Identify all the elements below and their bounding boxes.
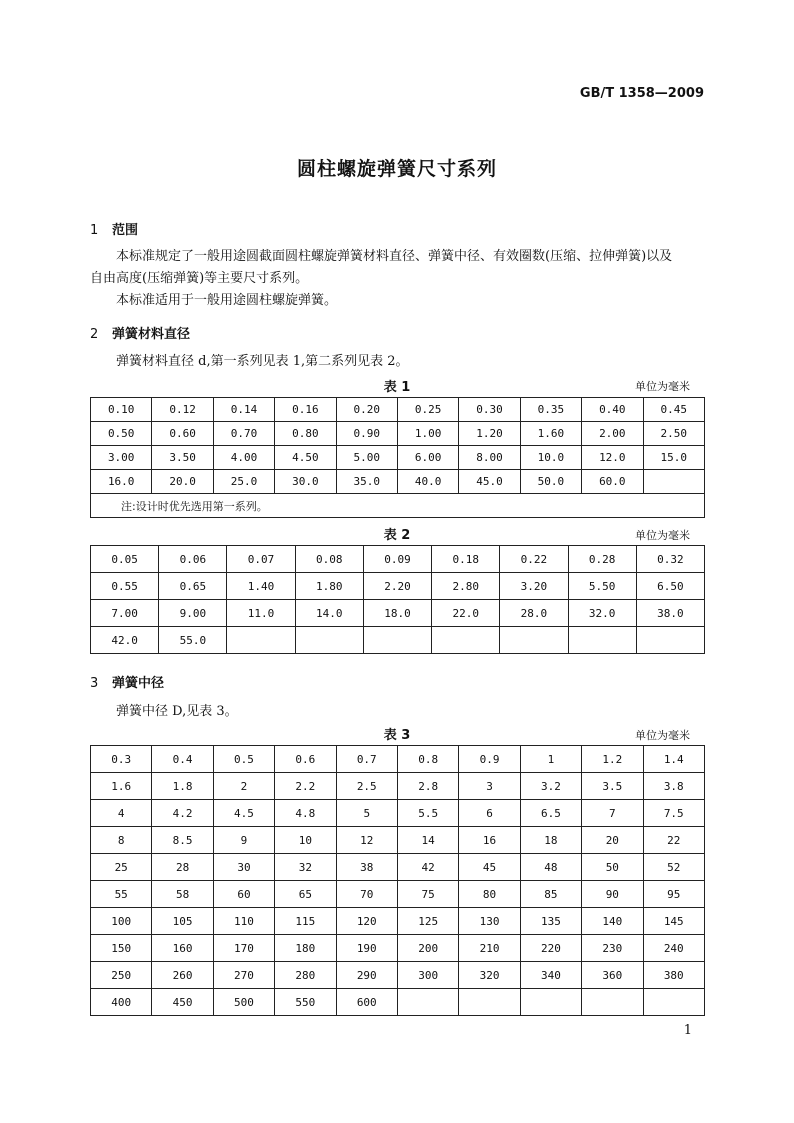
- table-cell: 38.0: [636, 600, 704, 627]
- table-cell: 0.9: [459, 746, 520, 773]
- table-cell: 210: [459, 935, 520, 962]
- table-cell: [643, 989, 704, 1016]
- table-cell: 0.3: [91, 746, 152, 773]
- table-cell: 0.80: [275, 422, 336, 446]
- scope-paragraph-line1: 本标准规定了一般用途圆截面圆柱螺旋弹簧材料直径、弹簧中径、有效圈数(压缩、拉伸弹簧)以及: [116, 249, 673, 264]
- table-cell: 0.55: [91, 573, 159, 600]
- table-cell: 70: [336, 881, 397, 908]
- table-cell: 45.0: [459, 470, 520, 494]
- table-cell: 1.8: [152, 773, 213, 800]
- standard-code: GB/T 1358—2009: [579, 86, 704, 101]
- table-cell: 40.0: [397, 470, 458, 494]
- table-cell: 6: [459, 800, 520, 827]
- table-cell: 20.0: [152, 470, 213, 494]
- table3: [90, 745, 705, 1016]
- table-row: [91, 773, 705, 800]
- table-cell: 0.07: [227, 546, 295, 573]
- table-cell: 32.0: [568, 600, 636, 627]
- table-cell: 100: [91, 908, 152, 935]
- table-cell: 8.00: [459, 446, 520, 470]
- table-cell: 7.5: [643, 800, 704, 827]
- table-cell: [432, 627, 500, 654]
- table-cell: 2.2: [275, 773, 336, 800]
- table-cell: 200: [397, 935, 458, 962]
- mean-intro-text: 弹簧中径 D,见表 3。: [116, 704, 238, 719]
- table-cell: 550: [275, 989, 336, 1016]
- table-cell: 11.0: [227, 600, 295, 627]
- table-cell: 9.00: [159, 600, 227, 627]
- table-cell: 145: [643, 908, 704, 935]
- table-cell: 6.00: [397, 446, 458, 470]
- section-number: 3: [90, 676, 99, 691]
- table-cell: 3: [459, 773, 520, 800]
- table-cell: 10.0: [520, 446, 581, 470]
- table-row: [91, 935, 705, 962]
- table-cell: 140: [582, 908, 643, 935]
- table-cell: 5: [336, 800, 397, 827]
- table-cell: 280: [275, 962, 336, 989]
- table-cell: 270: [213, 962, 274, 989]
- table-cell: [643, 470, 704, 494]
- table-cell: 0.65: [159, 573, 227, 600]
- table-cell: 9: [213, 827, 274, 854]
- table1: [90, 397, 705, 518]
- table-cell: 290: [336, 962, 397, 989]
- table-cell: 0.30: [459, 398, 520, 422]
- table-cell: 180: [275, 935, 336, 962]
- table-cell: 2.20: [363, 573, 431, 600]
- table-row: [91, 470, 705, 494]
- section-title: 弹簧中径: [112, 676, 165, 691]
- table-cell: 1.2: [582, 746, 643, 773]
- table2-unit: 单位为毫米: [635, 529, 690, 542]
- table-cell: 95: [643, 881, 704, 908]
- table-cell: 360: [582, 962, 643, 989]
- table-cell: 15.0: [643, 446, 704, 470]
- table-cell: 50: [582, 854, 643, 881]
- table-cell: 3.50: [152, 446, 213, 470]
- table-cell: 32: [275, 854, 336, 881]
- table-cell: 5.5: [397, 800, 458, 827]
- table-cell: 150: [91, 935, 152, 962]
- table-cell: 6.5: [520, 800, 581, 827]
- section-title: 范围: [112, 223, 139, 238]
- table-cell: 230: [582, 935, 643, 962]
- table-cell: 55: [91, 881, 152, 908]
- table-cell: 7.00: [91, 600, 159, 627]
- table-row: [91, 908, 705, 935]
- table-cell: 0.8: [397, 746, 458, 773]
- table-row: [91, 446, 705, 470]
- table-cell: 340: [520, 962, 581, 989]
- table-cell: 60: [213, 881, 274, 908]
- table-cell: 115: [275, 908, 336, 935]
- table-cell: 0.5: [213, 746, 274, 773]
- table-cell: 5.00: [336, 446, 397, 470]
- table-cell: 0.14: [213, 398, 274, 422]
- page-number: 1: [683, 1023, 692, 1038]
- table-cell: 28.0: [500, 600, 568, 627]
- table-cell: 3.8: [643, 773, 704, 800]
- table-cell: [568, 627, 636, 654]
- table-cell: 80: [459, 881, 520, 908]
- table-cell: 22.0: [432, 600, 500, 627]
- section-title: 弹簧材料直径: [112, 327, 191, 342]
- table1-unit: 单位为毫米: [635, 380, 690, 393]
- table-cell: 170: [213, 935, 274, 962]
- table-cell: 0.22: [500, 546, 568, 573]
- table-cell: 42: [397, 854, 458, 881]
- table-cell: [227, 627, 295, 654]
- table-cell: 75: [397, 881, 458, 908]
- table-cell: 3.2: [520, 773, 581, 800]
- table-cell: 130: [459, 908, 520, 935]
- table-cell: 600: [336, 989, 397, 1016]
- table-cell: 2.8: [397, 773, 458, 800]
- table-cell: 30.0: [275, 470, 336, 494]
- table-cell: [363, 627, 431, 654]
- table-cell: 4.5: [213, 800, 274, 827]
- table-cell: 1.6: [91, 773, 152, 800]
- table-cell: [397, 989, 458, 1016]
- table-row: [91, 627, 705, 654]
- table-cell: 50.0: [520, 470, 581, 494]
- table-cell: 2.5: [336, 773, 397, 800]
- table-cell: 14.0: [295, 600, 363, 627]
- table-cell: [520, 989, 581, 1016]
- table-row: [91, 600, 705, 627]
- table-cell: 120: [336, 908, 397, 935]
- table-cell: [636, 627, 704, 654]
- table-cell: 4.2: [152, 800, 213, 827]
- table-cell: 500: [213, 989, 274, 1016]
- table-cell: [459, 989, 520, 1016]
- table-cell: 55.0: [159, 627, 227, 654]
- table-cell: 2.00: [582, 422, 643, 446]
- table-cell: 60.0: [582, 470, 643, 494]
- table-cell: [295, 627, 363, 654]
- table-cell: [582, 989, 643, 1016]
- table-cell: 16.0: [91, 470, 152, 494]
- table-cell: 45: [459, 854, 520, 881]
- table-row: [91, 398, 705, 422]
- table-cell: 20: [582, 827, 643, 854]
- document-title: 圆柱螺旋弹簧尺寸系列: [296, 158, 497, 180]
- table-cell: 0.18: [432, 546, 500, 573]
- table-cell: 85: [520, 881, 581, 908]
- scope-paragraph-line2: 自由高度(压缩弹簧)等主要尺寸系列。: [90, 271, 309, 286]
- table-row: [91, 827, 705, 854]
- table-cell: 0.35: [520, 398, 581, 422]
- table-cell: 135: [520, 908, 581, 935]
- scope-paragraph-2: 本标准适用于一般用途圆柱螺旋弹簧。: [116, 293, 338, 308]
- table-cell: 4.50: [275, 446, 336, 470]
- table-cell: 0.06: [159, 546, 227, 573]
- wire-intro-text: 弹簧材料直径 d,第一系列见表 1,第二系列见表 2。: [116, 354, 409, 369]
- table-cell: 2: [213, 773, 274, 800]
- table-cell: 1.60: [520, 422, 581, 446]
- table-cell: 0.7: [336, 746, 397, 773]
- table-cell: [500, 627, 568, 654]
- table-cell: 65: [275, 881, 336, 908]
- table-cell: 1: [520, 746, 581, 773]
- table-cell: 0.45: [643, 398, 704, 422]
- table-cell: 2.80: [432, 573, 500, 600]
- table-row: [91, 800, 705, 827]
- table-cell: 25.0: [213, 470, 274, 494]
- table-cell: 300: [397, 962, 458, 989]
- section-heading-mean-diameter: [90, 672, 164, 691]
- table-cell: 16: [459, 827, 520, 854]
- table-row: [91, 573, 705, 600]
- table-cell: 7: [582, 800, 643, 827]
- table-cell: 0.20: [336, 398, 397, 422]
- table-cell: 10: [275, 827, 336, 854]
- table-cell: 58: [152, 881, 213, 908]
- table-row: [91, 962, 705, 989]
- table-cell: 1.40: [227, 573, 295, 600]
- table-cell: 14: [397, 827, 458, 854]
- table3-unit: 单位为毫米: [635, 729, 690, 742]
- table-cell: 3.00: [91, 446, 152, 470]
- table-cell: 1.20: [459, 422, 520, 446]
- table-cell: 190: [336, 935, 397, 962]
- table-cell: 5.50: [568, 573, 636, 600]
- table-cell: 0.10: [91, 398, 152, 422]
- table-cell: 28: [152, 854, 213, 881]
- table-cell: 450: [152, 989, 213, 1016]
- table-cell: 0.60: [152, 422, 213, 446]
- table-cell: 125: [397, 908, 458, 935]
- table-cell: 0.32: [636, 546, 704, 573]
- table-cell: 4.8: [275, 800, 336, 827]
- table-cell: 18.0: [363, 600, 431, 627]
- table-cell: 250: [91, 962, 152, 989]
- table-cell: 1.80: [295, 573, 363, 600]
- table-cell: 12.0: [582, 446, 643, 470]
- table-row: [91, 546, 705, 573]
- table-cell: 12: [336, 827, 397, 854]
- table-cell: 220: [520, 935, 581, 962]
- table-cell: 260: [152, 962, 213, 989]
- table-cell: 8: [91, 827, 152, 854]
- table-cell: 25: [91, 854, 152, 881]
- section-heading-scope: [90, 219, 138, 238]
- section-heading-wire-diameter: [90, 323, 190, 342]
- table-cell: 1.4: [643, 746, 704, 773]
- table-note-row: [91, 494, 705, 518]
- table-cell: 0.16: [275, 398, 336, 422]
- table-cell: 0.4: [152, 746, 213, 773]
- table-cell: 0.28: [568, 546, 636, 573]
- table-cell: 160: [152, 935, 213, 962]
- table-cell: 2.50: [643, 422, 704, 446]
- table-cell: 400: [91, 989, 152, 1016]
- table-cell: 240: [643, 935, 704, 962]
- table-cell: 1.00: [397, 422, 458, 446]
- table-cell: 35.0: [336, 470, 397, 494]
- table-row: [91, 989, 705, 1016]
- table-cell: 0.70: [213, 422, 274, 446]
- table-cell: 320: [459, 962, 520, 989]
- table-row: [91, 746, 705, 773]
- table-cell: 8.5: [152, 827, 213, 854]
- section-number: 1: [90, 223, 99, 238]
- section-number: 2: [90, 327, 99, 342]
- table-cell: 0.50: [91, 422, 152, 446]
- table-row: [91, 422, 705, 446]
- table-row: [91, 881, 705, 908]
- table-cell: 0.05: [91, 546, 159, 573]
- table-cell: 380: [643, 962, 704, 989]
- table-cell: 22: [643, 827, 704, 854]
- table-note: 注:设计时优先选用第一系列。: [91, 494, 705, 518]
- table-cell: 110: [213, 908, 274, 935]
- table-cell: 4: [91, 800, 152, 827]
- table-cell: 0.40: [582, 398, 643, 422]
- table-cell: 0.90: [336, 422, 397, 446]
- table-cell: 105: [152, 908, 213, 935]
- table-cell: 30: [213, 854, 274, 881]
- table-cell: 38: [336, 854, 397, 881]
- table-cell: 90: [582, 881, 643, 908]
- table-cell: 0.08: [295, 546, 363, 573]
- table-cell: 6.50: [636, 573, 704, 600]
- table2-caption: 表 2: [383, 528, 411, 543]
- table-cell: 4.00: [213, 446, 274, 470]
- table-cell: 3.20: [500, 573, 568, 600]
- table-cell: 3.5: [582, 773, 643, 800]
- table-row: [91, 854, 705, 881]
- table3-caption: 表 3: [383, 728, 411, 743]
- table-cell: 0.6: [275, 746, 336, 773]
- table1-caption: 表 1: [383, 380, 411, 395]
- table-cell: 0.25: [397, 398, 458, 422]
- table-cell: 48: [520, 854, 581, 881]
- table-cell: 18: [520, 827, 581, 854]
- table-cell: 0.09: [363, 546, 431, 573]
- table-cell: 52: [643, 854, 704, 881]
- table-cell: 42.0: [91, 627, 159, 654]
- table-cell: 0.12: [152, 398, 213, 422]
- table2: [90, 545, 705, 654]
